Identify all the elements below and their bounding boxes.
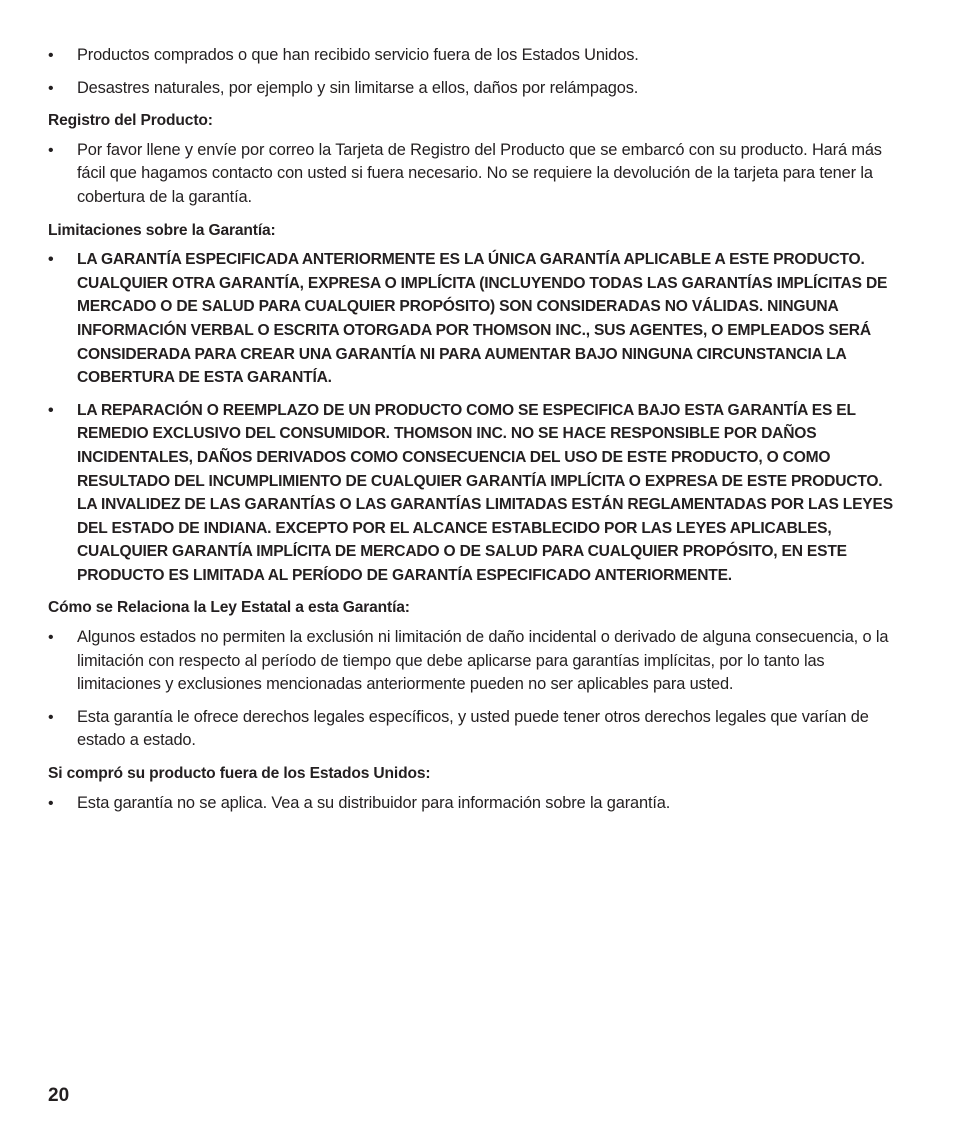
list-item-text: Por favor llene y envíe por correo la Tarjeta de Registro del Producto que se embarcó con su producto. Hará más fácil que hagamos contacto con usted si fuera necesario. No se requiere la devolución de la tarjeta para tener la cobertura de la garantía. bbox=[77, 140, 882, 206]
section-heading-ley-estatal: Cómo se Relaciona la Ley Estatal a esta Garantía: bbox=[48, 599, 410, 617]
document-body bbox=[48, 44, 898, 815]
list-item-text: LA REPARACIÓN O REEMPLAZO DE UN PRODUCTO COMO SE ESPECIFICA BAJO ESTA GARANTÍA ES EL REMEDIO EXCLUSIVO DEL CONSUMIDOR. THOMSON INC. NO SE HACE RESPONSIBLE POR DAÑOS INCIDENTALES, DAÑOS DERIVADOS COMO CONSECUENCIA DEL USO DE ESTE PRODUCTO, O COMO RESULTADO DEL INCUMPLIMIENTO DE CUALQUIER GARANTÍA IMPLÍCITA O EXPRESA DE ESTE PRODUCTO. LA INVALIDEZ DE LAS GARANTÍAS O LAS GARANTÍAS LIMITADAS ESTÁN REGLAMENTADAS POR LAS LEYES DEL ESTADO DE INDIANA. EXCEPTO POR EL ALCANCE ESTABLECIDO POR LAS LEYES APLICABLES, CUALQUIER GARANTÍA IMPLÍCITA DE MERCADO O DE SALUD PARA CUALQUIER PROPÓSITO, EN ESTE PRODUCTO ES LIMITADA AL PERÍODO DE GARANTÍA ESPECIFICADO ANTERIORMENTE. bbox=[77, 401, 893, 584]
bullet: • bbox=[48, 141, 54, 159]
list-item bbox=[48, 44, 898, 68]
section-heading-registro: Registro del Producto: bbox=[48, 112, 213, 130]
list-item-text: Esta garantía le ofrece derechos legales específicos, y usted puede tener otros derechos legales que varían de estado a estado. bbox=[77, 707, 869, 750]
list-item bbox=[48, 706, 898, 753]
bullet: • bbox=[48, 794, 54, 812]
list-item bbox=[48, 626, 898, 697]
list-item-text: Algunos estados no permiten la exclusión ni limitación de daño incidental o derivado de alguna consecuencia, o la limitación con respecto al período de tiempo que debe aplicarse para garantías implícitas, por lo tanto las limitaciones y exclusiones mencionadas anteriormente pueden no ser aplicables para usted. bbox=[77, 628, 889, 694]
list-item-text: Productos comprados o que han recibido servicio fuera de los Estados Unidos. bbox=[77, 46, 639, 64]
list-item-text: Desastres naturales, por ejemplo y sin limitarse a ellos, daños por relámpagos. bbox=[77, 78, 639, 97]
bullet: • bbox=[48, 401, 54, 419]
list-item bbox=[48, 77, 898, 101]
section-heading-fuera: Si compró su producto fuera de los Estados Unidos: bbox=[48, 765, 431, 783]
bullet: • bbox=[48, 79, 54, 97]
bullet: • bbox=[48, 708, 54, 726]
list-item bbox=[48, 399, 898, 588]
page-number: 20 bbox=[48, 1085, 70, 1106]
bullet: • bbox=[48, 629, 54, 647]
list-item-text: LA GARANTÍA ESPECIFICADA ANTERIORMENTE ES LA ÚNICA GARANTÍA APLICABLE A ESTE PRODUCTO. CUALQUIER OTRA GARANTÍA, EXPRESA O IMPLÍCITA (INCLUYENDO TODAS LAS GARANTÍAS IMPLÍCITAS DE MERCADO O DE SALUD PARA CUALQUIER PROPÓSITO) SON CONSIDERADAS NO VÁLIDAS. NINGUNA INFORMACIÓN VERBAL O ESCRITA OTORGADA POR THOMSON INC., SUS AGENTES, O EMPLEADOS SERÁ CONSIDERADA PARA CREAR UNA GARANTÍA NI PARA AUMENTAR BAJO NINGUNA CIRCUNSTANCIA LA COBERTURA DE ESTA GARANTÍA. bbox=[77, 251, 888, 387]
bullet: • bbox=[48, 47, 54, 64]
list-item-text: Esta garantía no se aplica. Vea a su distribuidor para información sobre la garantía. bbox=[77, 793, 671, 812]
list-item bbox=[48, 792, 898, 816]
list-item bbox=[48, 248, 898, 390]
section-heading-limitaciones: Limitaciones sobre la Garantía: bbox=[48, 221, 276, 239]
bullet: • bbox=[48, 251, 54, 269]
list-item bbox=[48, 139, 898, 210]
